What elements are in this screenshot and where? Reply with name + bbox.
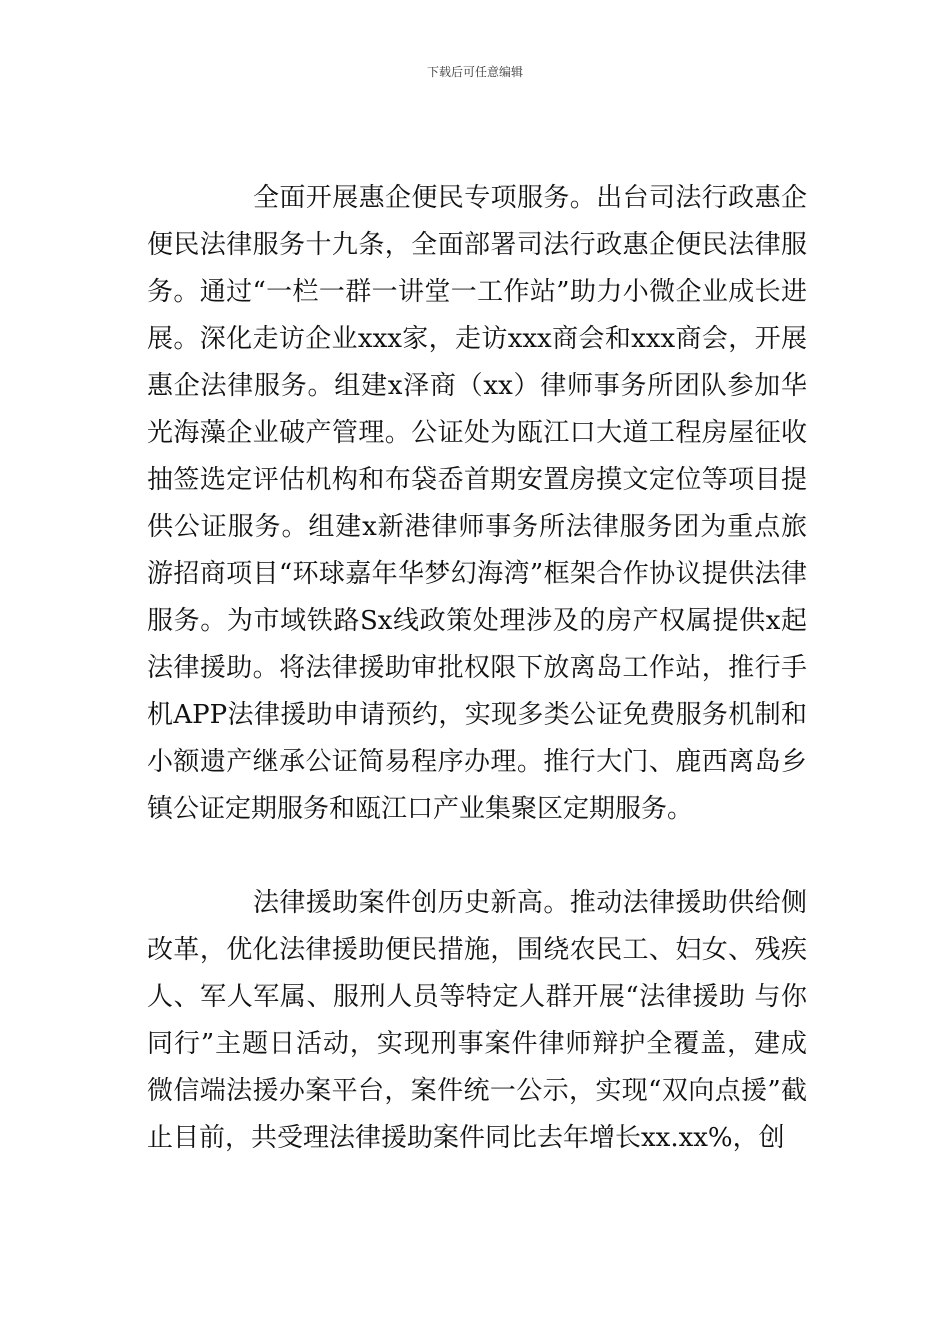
paragraph-legal-aid: 法律援助案件创历史新高。推动法律援助供给侧改革，优化法律援助便民措施，围绕农民工、妇女、残疾人、军人军属、服刑人员等特定人群开展“法律援助 与你同行”主题日活动，实现刑事案件律师辩护全覆盖，建成微信端法援办案平台，案件统一公示，实现“双向点援”截止目前，共受理法律援助案件同比去年增长xx.xx%，创 [147,888,807,1153]
document-body [147,175,807,1162]
paragraph-service: 全面开展惠企便民专项服务。出台司法行政惠企便民法律服务十九条，全面部署司法行政惠企便民法律服务。通过“一栏一群一讲堂一工作站”助力小微企业成长进展。深化走访企业xxx家，走访xxx商会和xxx商会，开展惠企法律服务。组建x泽商（xx）律师事务所团队参加华光海藻企业破产管理。公证处为瓯江口大道工程房屋征收抽签选定评估机构和布袋岙首期安置房摸文定位等项目提供公证服务。组建x新港律师事务所法律服务团为重点旅游招商项目“环球嘉年华梦幻海湾”框架合作协议提供法律服务。为市域铁路Sx线政策处理涉及的房产权属提供x起法律援助。将法律援助审批权限下放离岛工作站，推行手机APP法律援助申请预约，实现多类公证免费服务机制和小额遗产继承公证简易程序办理。推行大门、鹿西离岛乡镇公证定期服务和瓯江口产业集聚区定期服务。 [147,183,807,824]
page-header-note: 下载后可任意编辑 [426,65,523,79]
